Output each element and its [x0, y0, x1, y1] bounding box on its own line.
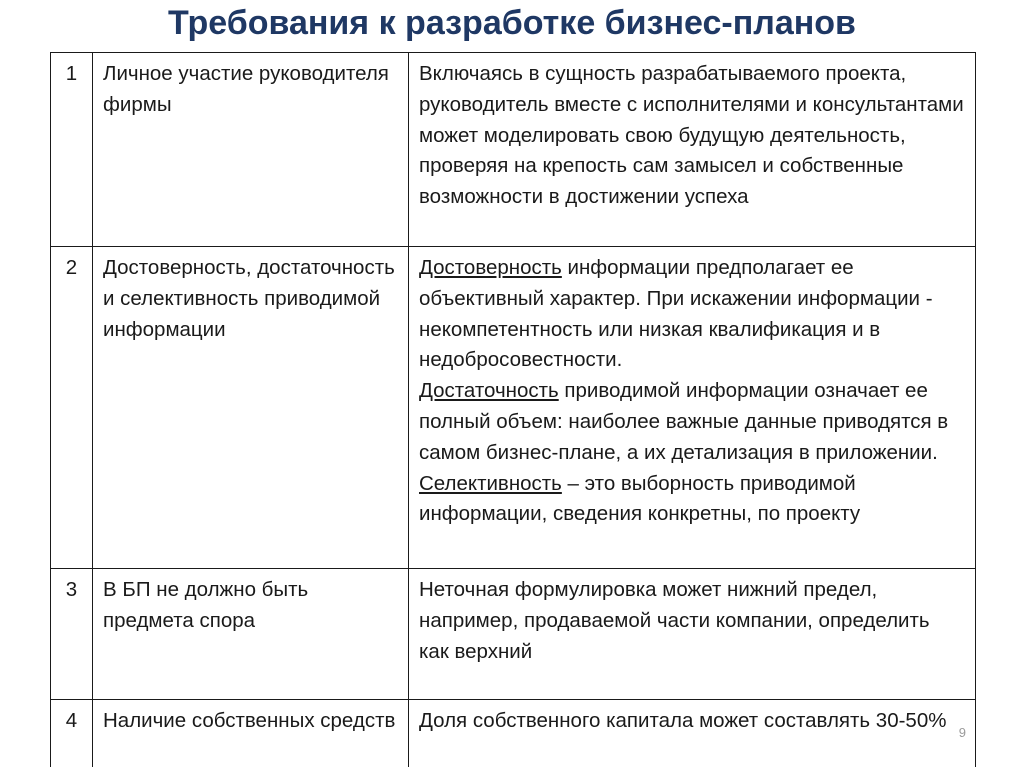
term-sufficiency-text: приводимой информации означает ее полный объем: наиболее важные данные приводятся в самом бизнес-плане, а их детализация в приложении.	[419, 379, 949, 464]
row-number: 3	[51, 569, 93, 700]
page-title: Требования к разработке бизнес-планов	[168, 4, 856, 42]
requirements-table	[50, 52, 976, 767]
requirement-cell: В БП не должно быть предмета спора	[93, 569, 409, 700]
term-selectivity: Селективность	[419, 471, 562, 495]
table-row	[51, 700, 976, 767]
row-number: 2	[51, 247, 93, 569]
term-reliability: Достоверность	[419, 256, 562, 279]
description-cell	[409, 247, 976, 569]
term-sufficiency: Достаточность	[419, 379, 559, 403]
requirement-cell: Наличие собственных средств	[93, 700, 409, 767]
requirement-cell: Достоверность, достаточность и селективность приводимой информации	[93, 247, 409, 569]
description-cell: Доля собственного капитала может составлять 30-50%	[409, 700, 976, 767]
row-number: 4	[51, 700, 93, 767]
table-row	[51, 569, 976, 700]
requirement-cell: Личное участие руководителя фирмы	[93, 53, 409, 247]
table-row	[51, 247, 976, 569]
description-cell: Включаясь в сущность разрабатываемого проекта, руководитель вместе с исполнителями и консультантами может моделировать свою будущую деятельность, проверяя на крепость сам замысел и собственные возможности в достижении успеха	[409, 53, 976, 247]
term-selectivity-text: – это выборность приводимой информации, сведения конкретны, по проекту	[419, 471, 861, 526]
term-reliability-text: информации предполагает ее объективный характер. При искажении информации - некомпетентность или низкая квалификация и в недобросовестности.	[419, 256, 933, 372]
row-number: 1	[51, 53, 93, 247]
table-row	[51, 53, 976, 247]
page-number: 9	[958, 725, 966, 740]
description-cell: Неточная формулировка может нижний предел, например, продаваемой части компании, определить как верхний	[409, 569, 976, 700]
